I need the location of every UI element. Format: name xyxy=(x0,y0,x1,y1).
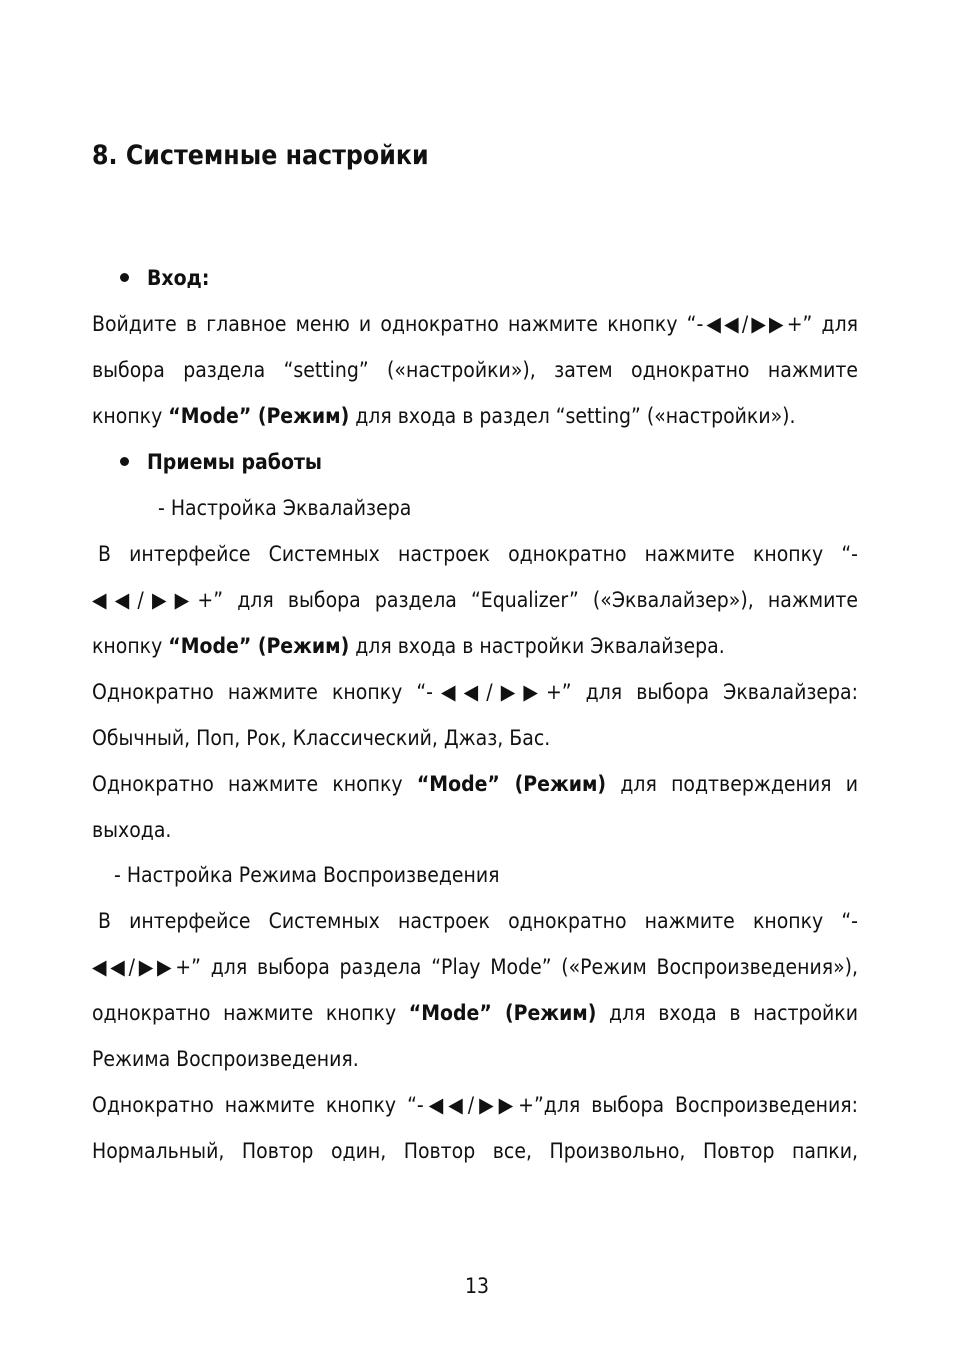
prev-next-button-glyph: “-◀◀/▶▶+” xyxy=(416,680,572,704)
paragraph-line: выхода. xyxy=(92,818,172,842)
prev-next-glyph: ◀◀/▶▶ xyxy=(92,955,176,979)
paragraph-line: кнопку “Mode” (Режим) для входа в раздел “setting” («настройки»). xyxy=(92,404,796,428)
paragraph-line: Однократно нажмите кнопку “-◀◀/▶▶+”для выбора Воспроизведения: xyxy=(92,1093,858,1117)
paragraph-line: В интерфейсе Системных настроек однократно нажмите кнопку “- xyxy=(98,909,858,933)
prev-next-glyph: ◀◀/▶▶ xyxy=(92,588,198,612)
paragraph-line: ◀◀/▶▶+” для выбора раздела “Play Mode” («Режим Воспроизведения»), xyxy=(92,955,858,979)
paragraph-line: Нормальный, Повтор один, Повтор все, Произвольно, Повтор папки, xyxy=(92,1139,858,1163)
mode-button-label: “Mode” (Режим) xyxy=(416,772,607,796)
paragraph-line: В интерфейсе Системных настроек однократно нажмите кнопку “- xyxy=(98,542,858,566)
bullet-dot-icon xyxy=(120,457,129,466)
mode-button-label: “Mode” (Режим) xyxy=(168,634,350,658)
paragraph-line: Режима Воспроизведения. xyxy=(92,1047,359,1071)
mode-button-label: “Mode” (Режим) xyxy=(408,1001,597,1025)
paragraph-line: Обычный, Поп, Рок, Классический, Джаз, Бас. xyxy=(92,726,551,750)
bullet-entry: Вход: xyxy=(120,255,209,301)
prev-next-button-glyph: “-◀◀/▶▶+” xyxy=(407,1093,544,1117)
subsection-title-equalizer: - Настройка Эквалайзера xyxy=(158,496,412,520)
paragraph-line: Войдите в главное меню и однократно нажмите кнопку “-◀◀/▶▶+” для xyxy=(92,312,858,336)
paragraph-line: Однократно нажмите кнопку “Mode” (Режим) для подтверждения и xyxy=(92,772,858,796)
section-heading: 8. Системные настройки xyxy=(92,140,429,171)
mode-button-label: “Mode” (Режим) xyxy=(168,404,350,428)
bullet-methods: Приемы работы xyxy=(120,439,322,485)
paragraph-line: ◀◀/▶▶+” для выбора раздела “Equalizer” («Эквалайзер»), нажмите xyxy=(92,588,858,612)
prev-next-button-glyph: “-◀◀/▶▶+” xyxy=(686,312,813,336)
paragraph-line: Однократно нажмите кнопку “-◀◀/▶▶+” для выбора Эквалайзера: xyxy=(92,680,858,704)
subsection-title-play-mode: - Настройка Режима Воспроизведения xyxy=(114,863,500,887)
bullet-dot-icon xyxy=(120,273,129,282)
paragraph-line: выбора раздела “setting” («настройки»), затем однократно нажмите xyxy=(92,358,858,382)
paragraph-line: однократно нажмите кнопку “Mode” (Режим) для входа в настройки xyxy=(92,1001,858,1025)
paragraph-line: кнопку “Mode” (Режим) для входа в настройки Эквалайзера. xyxy=(92,634,725,658)
page-number: 13 xyxy=(464,1274,490,1298)
